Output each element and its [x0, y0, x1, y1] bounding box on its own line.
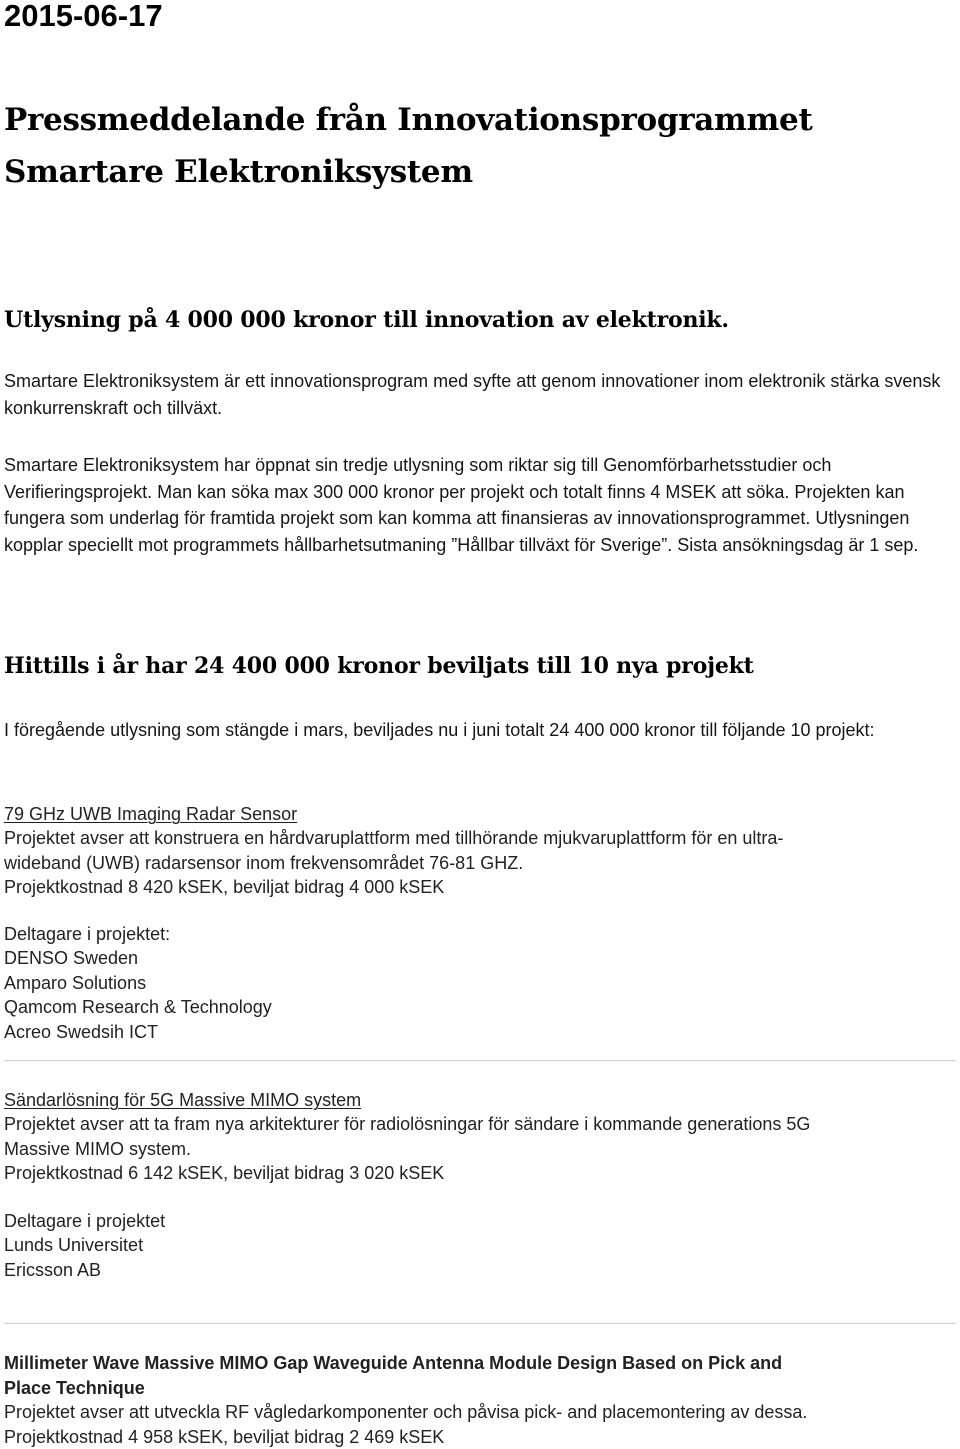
participants-list-2 [4, 1233, 143, 1282]
participant: Qamcom Research & Technology [4, 995, 272, 1020]
participant: Amparo Solutions [4, 971, 272, 996]
project-title-1: 79 GHz UWB Imaging Radar Sensor [4, 802, 297, 827]
participant: Lunds Universitet [4, 1233, 143, 1258]
project-description-2-line-1: Projektet avser att ta fram nya arkitekturer för radiolösningar för sändare i kommande generations 5G [4, 1112, 956, 1137]
divider [4, 1060, 956, 1061]
project-description-3-line-1: Projektet avser att utveckla RF vågledarkomponenter och påvisa pick- and placemontering av dessa. [4, 1400, 956, 1425]
project-description-1-line-2: wideband (UWB) radarsensor inom frekvensområdet 76-81 GHZ. [4, 851, 956, 876]
project-title-2: Sändarlösning för 5G Massive MIMO system [4, 1088, 361, 1113]
project-description-3 [4, 1400, 956, 1449]
project-cost-1: Projektkostnad 8 420 kSEK, beviljat bidrag 4 000 kSEK [4, 875, 956, 900]
intro-paragraph: Smartare Elektroniksystem är ett innovationsprogram med syfte att genom innovationer inom elektronik stärka svensk konkurrenskraft och tillväxt. [4, 368, 956, 421]
project-title-3-line-1: Millimeter Wave Massive MIMO Gap Waveguide Antenna Module Design Based on Pick and [4, 1351, 956, 1376]
section-heading-granted: Hittills i år har 24 400 000 kronor beviljats till 10 nya projekt [4, 651, 754, 681]
page-title-line-1: Pressmeddelande från Innovationsprogrammet [4, 94, 813, 146]
page-title-line-2: Smartare Elektroniksystem [4, 146, 813, 198]
project-description-1 [4, 826, 956, 900]
participants-heading-2: Deltagare i projektet [4, 1209, 165, 1234]
page-title [4, 94, 813, 198]
participants-list-1 [4, 946, 272, 1044]
participants-heading-1: Deltagare i projektet: [4, 922, 170, 947]
divider [4, 1323, 956, 1324]
section-heading-call: Utlysning på 4 000 000 kronor till innovation av elektronik. [4, 305, 729, 335]
project-description-2 [4, 1112, 956, 1186]
project-cost-3: Projektkostnad 4 958 kSEK, beviljat bidrag 2 469 kSEK [4, 1425, 956, 1449]
participant: Ericsson AB [4, 1258, 143, 1283]
call-paragraph: Smartare Elektroniksystem har öppnat sin tredje utlysning som riktar sig till Genomförbarhetsstudier och Verifieringsprojekt. Man kan söka max 300 000 kronor per projekt och totalt finns 4 MSEK att söka. Projekten kan fungera som underlag för framtida projekt som kan komma att finansieras av innovationsprogrammet. Utlysningen kopplar speciellt mot programmets hållbarhetsutmaning ”Hållbar tillväxt för Sverige”. Sista ansökningsdag är 1 sep. [4, 452, 956, 558]
participant: DENSO Sweden [4, 946, 272, 971]
project-description-2-line-2: Massive MIMO system. [4, 1137, 956, 1162]
project-cost-2: Projektkostnad 6 142 kSEK, beviljat bidrag 3 020 kSEK [4, 1161, 956, 1186]
granted-intro: I föregående utlysning som stängde i mars, beviljades nu i juni totalt 24 400 000 kronor till följande 10 projekt: [4, 717, 956, 744]
participant: Acreo Swedsih ICT [4, 1020, 272, 1045]
project-title-3-line-2: Place Technique [4, 1376, 956, 1401]
project-title-3 [4, 1351, 956, 1400]
document-date: 2015-06-17 [4, 0, 163, 36]
project-description-1-line-1: Projektet avser att konstruera en hårdvaruplattform med tillhörande mjukvaruplattform för en ultra- [4, 826, 956, 851]
